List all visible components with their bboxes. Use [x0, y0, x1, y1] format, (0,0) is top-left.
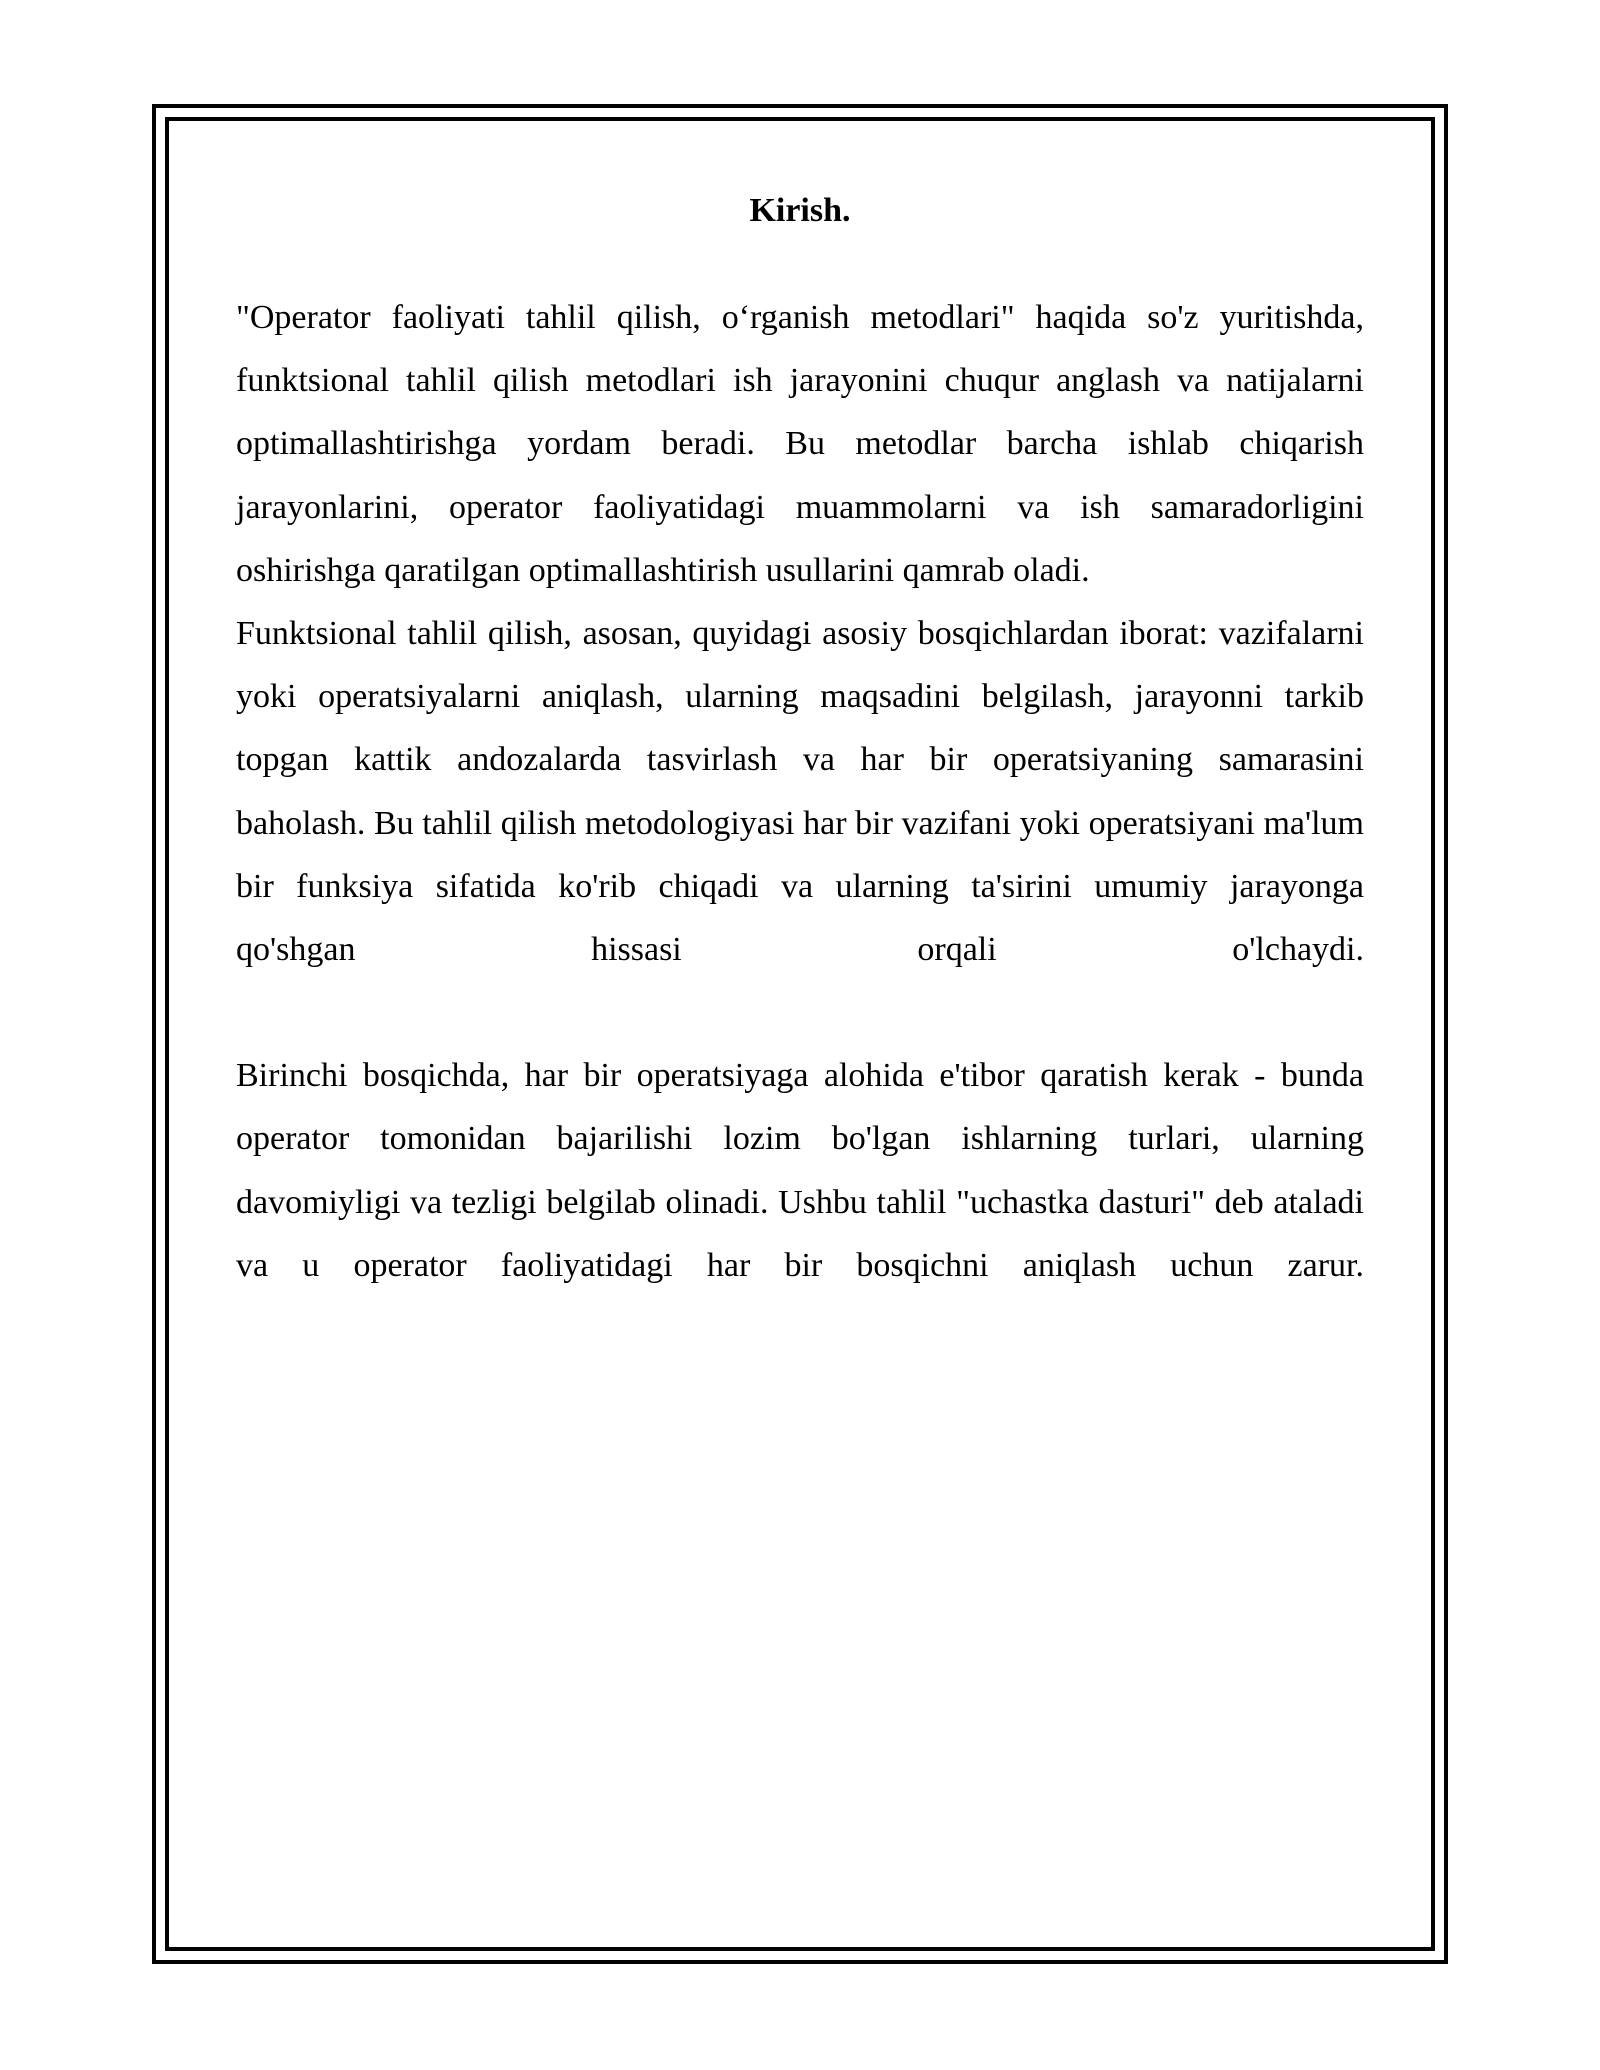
document-body [236, 178, 1364, 1297]
paragraph-functional-analysis: Funktsional tahlil qilish, asosan, quyidagi asosiy bosqichlardan iborat: vazifalarni yoki operatsiyalarni aniqlash, ularning maqsadini belgilash, jarayonni tarkib topgan kattik andozalarda tasvirlash va har bir operatsiyaning samarasini baholash. Bu tahlil qilish metodologiyasi har bir vazifani yoki operatsiyani ma'lum bir funksiya sifatida ko'rib chiqadi va ularning ta'sirini umumiy jarayonga qo'shgan hissasi orqali o'lchaydi. [236, 615, 1364, 969]
document-heading: Kirish. [749, 192, 851, 229]
paragraph-intro: "Operator faoliyati tahlil qilish, o‘rganish metodlari" haqida so'z yuritishda, funktsional tahlil qilish metodlari ish jarayonini chuqur anglash va natijalarni optimallashtirishga yordam beradi. Bu metodlar barcha ishlab chiqarish jarayonlarini, operator faoliyatidagi muammolarni va ish samaradorligini oshirishga qaratilgan optimallashtirish usullarini qamrab oladi. [236, 299, 1364, 589]
paragraph-first-stage: Birinchi bosqichda, har bir operatsiyaga alohida e'tibor qaratish kerak - bunda operator tomonidan bajarilishi lozim bo'lgan ishlarning turlari, ularning davomiyligi va tezligi belgilab olinadi. Ushbu tahlil "uchastka dasturi" deb ataladi va u operator faoliyatidagi har bir bosqichni aniqlash uchun zarur. [236, 1057, 1364, 1284]
